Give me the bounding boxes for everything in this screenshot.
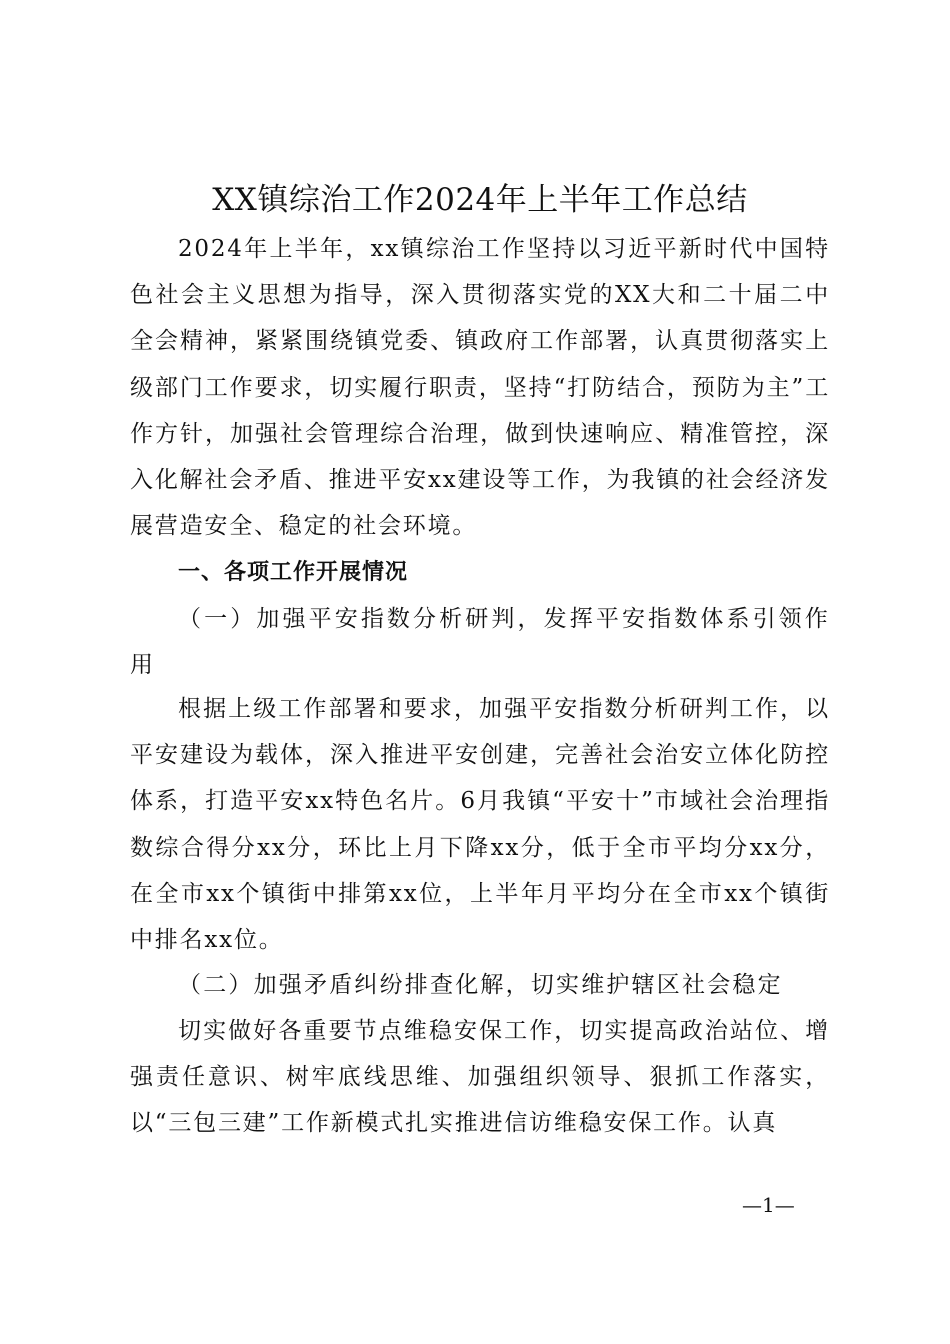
- document-title: XX镇综治工作2024年上半年工作总结: [212, 182, 748, 218]
- page-number: —1—: [742, 1193, 795, 1217]
- subsection-paragraph-1: 根据上级工作部署和要求，加强平安指数分析研判工作，以平安建设为载体，深入推进平安创建，完善社会治安立体化防控体系，打造平安xx特色名片。6月我镇“平安十”市域社会治理指数综合得分xx分，环比上月下降xx分，低于全市平均分xx分，在全市xx个镇街中排第xx位，上半年月平均分在全市xx个镇街中排名xx位。: [130, 696, 830, 954]
- section-heading: 一、各项工作开展情况: [178, 560, 409, 585]
- intro-paragraph: 2024年上半年，xx镇综治工作坚持以习近平新时代中国特色社会主义思想为指导，深入贯彻落实党的XX大和二十届二中全会精神，紧紧围绕镇党委、镇政府工作部署，认真贯彻落实上级部门工作要求，切实履行职责，坚持“打防结合，预防为主”工作方针，加强社会管理综合治理，做到快速响应、精准管控，深入化解社会矛盾、推进平安xx建设等工作，为我镇的社会经济发展营造安全、稳定的社会环境。: [130, 236, 830, 540]
- subsection-heading-1: （一）加强平安指数分析研判，发挥平安指数体系引领作用: [130, 606, 830, 678]
- subsection-heading-2: （二）加强矛盾纠纷排查化解，切实维护辖区社会稳定: [178, 972, 783, 998]
- subsection-paragraph-2: 切实做好各重要节点维稳安保工作，切实提高政治站位、增强责任意识、树牢底线思维、加强组织领导、狠抓工作落实，以“三包三建”工作新模式扎实推进信访维稳安保工作。认真: [130, 1018, 830, 1137]
